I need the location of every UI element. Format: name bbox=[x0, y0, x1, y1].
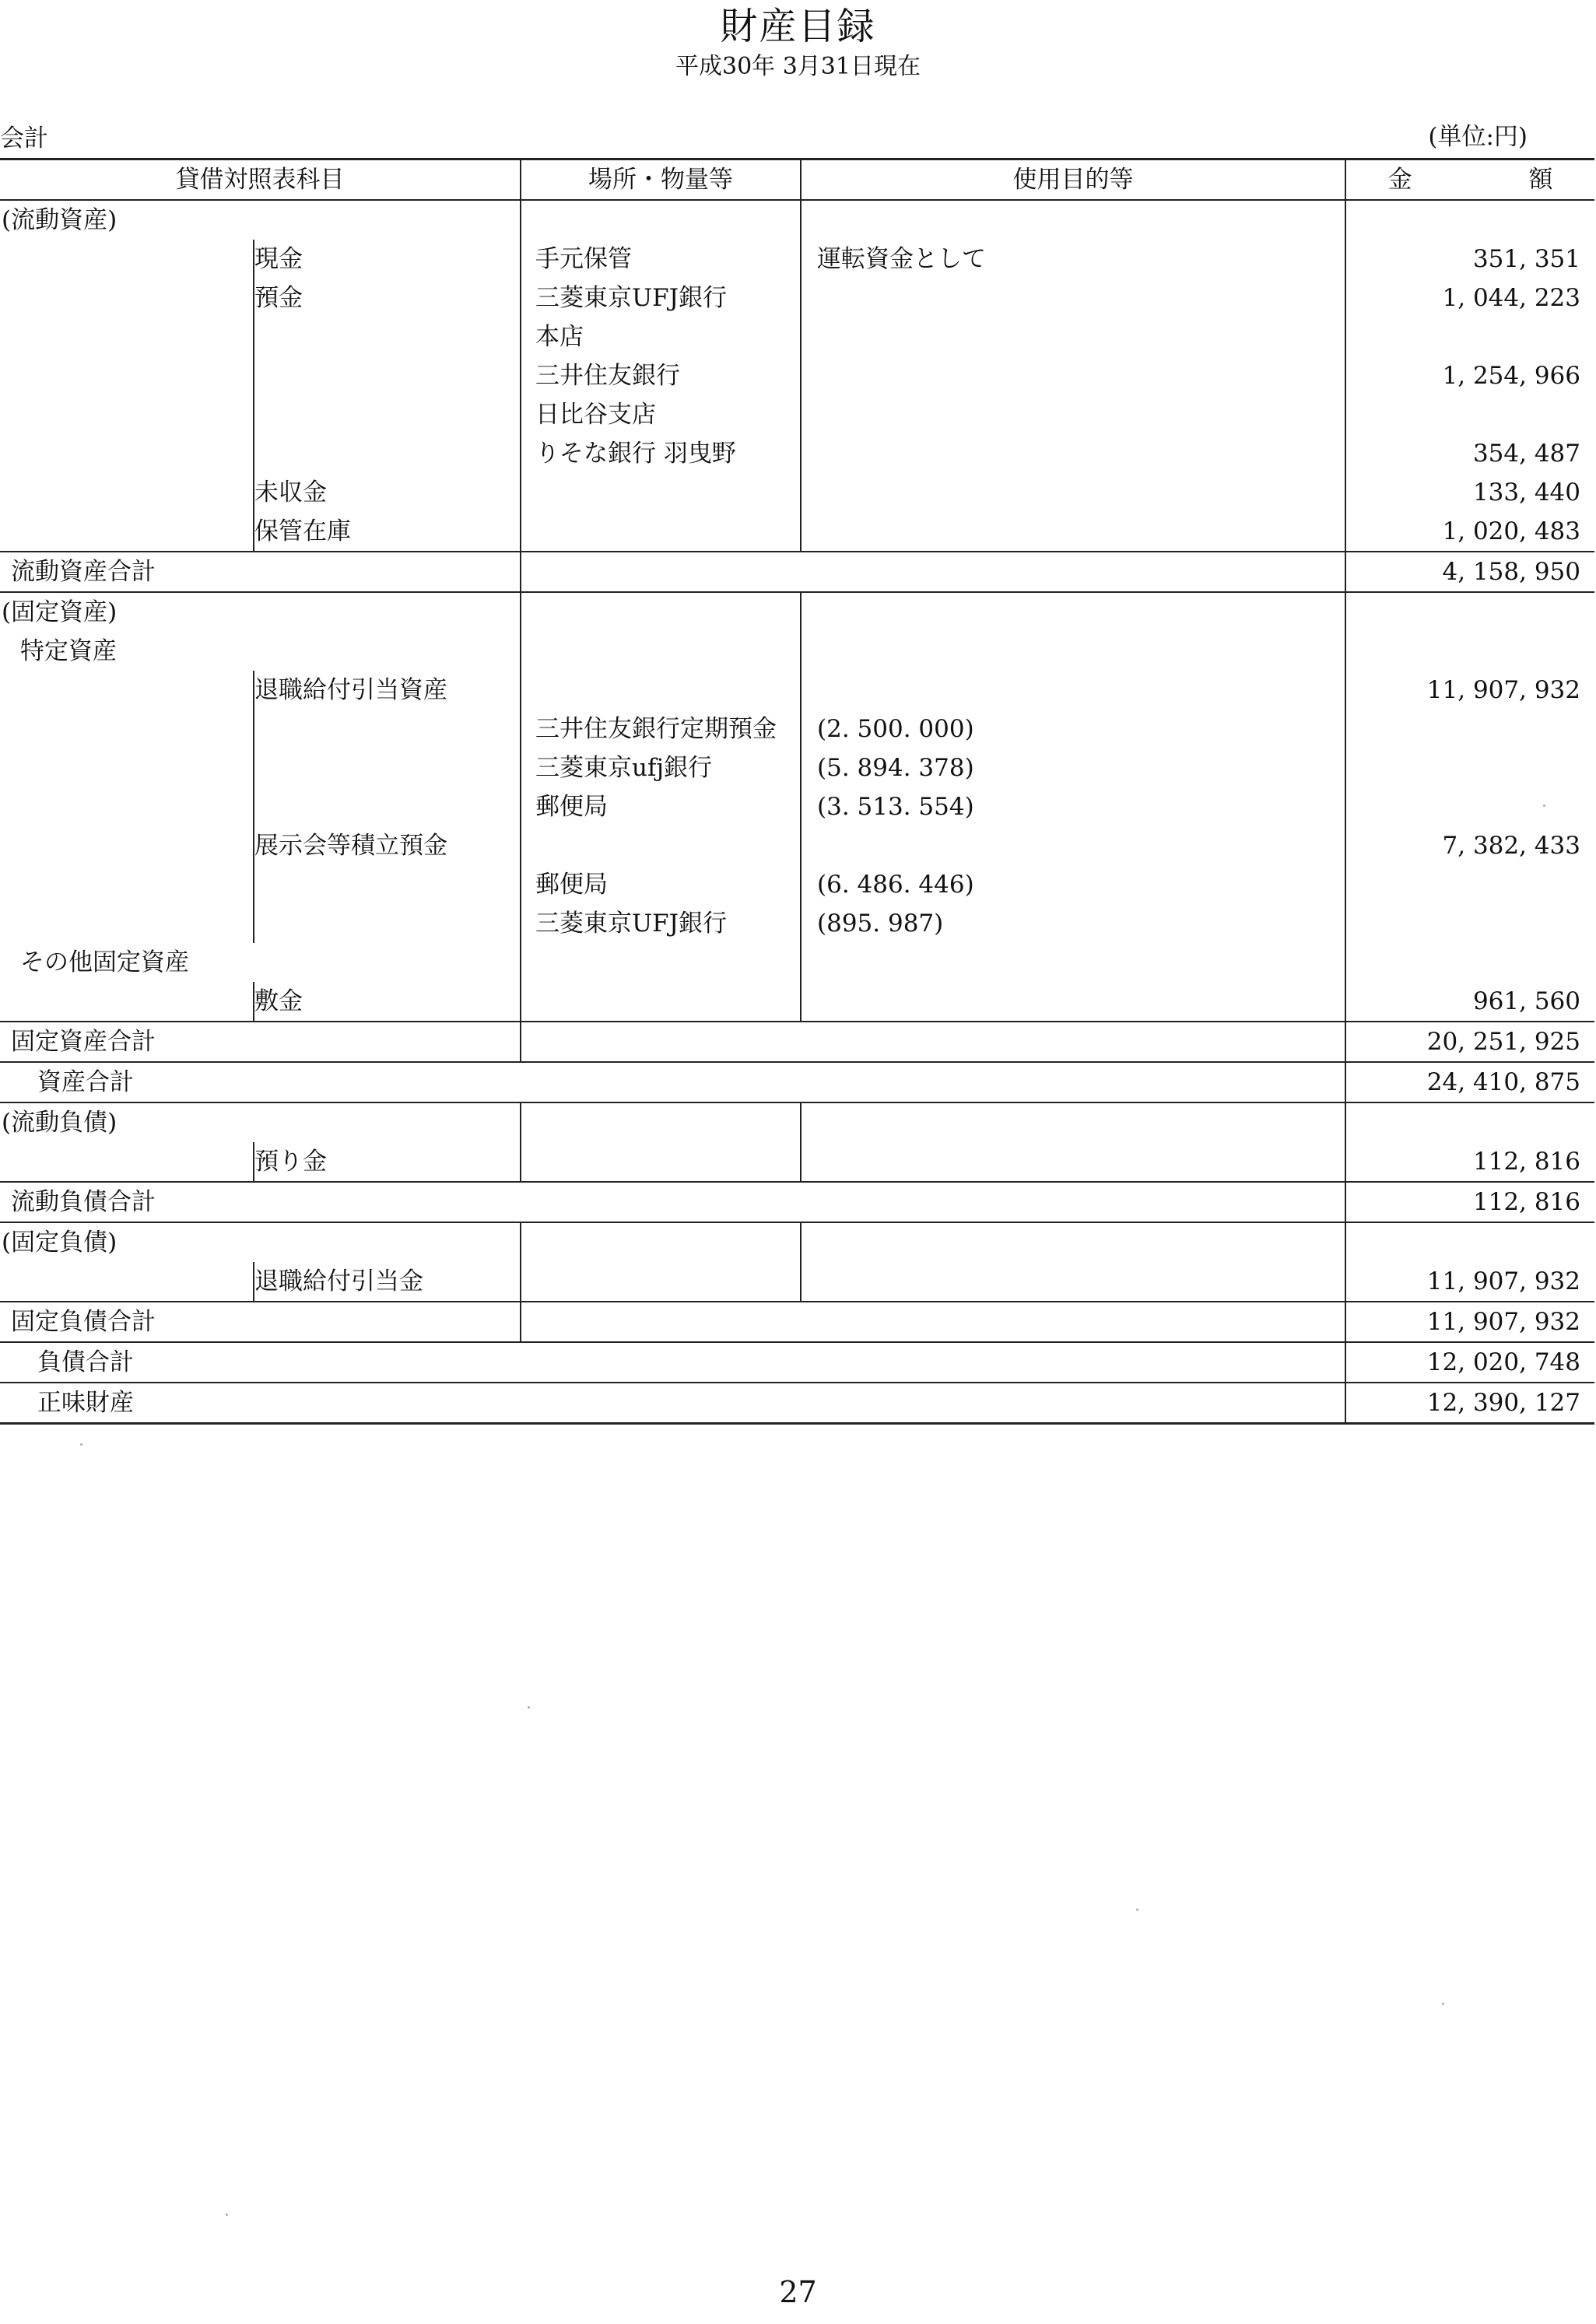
scan-speck bbox=[1136, 1909, 1138, 1911]
page-number: 27 bbox=[779, 2275, 817, 2309]
subtotal-amount: 20, 251, 925 bbox=[1345, 1022, 1594, 1062]
subtotal-row bbox=[0, 552, 1594, 592]
item-label: 未収金 bbox=[254, 473, 521, 512]
header-amount-right: 額 bbox=[1528, 166, 1553, 194]
table-row bbox=[0, 200, 1594, 240]
purpose-cell: (895. 987) bbox=[801, 904, 1345, 943]
table-row bbox=[0, 943, 1594, 982]
total-row bbox=[0, 1062, 1594, 1102]
amount-cell: 354, 487 bbox=[1472, 440, 1580, 468]
location-cell: 郵便局 bbox=[521, 787, 801, 826]
as-of-date: 平成30年 3月31日現在 bbox=[675, 53, 921, 80]
amount-cell: 7, 382, 433 bbox=[1442, 832, 1580, 860]
table-row bbox=[0, 279, 1594, 317]
location-cell: 三菱東京UFJ銀行 bbox=[521, 904, 801, 943]
table-row bbox=[0, 982, 1594, 1022]
document-title: 財産目録 bbox=[720, 5, 876, 48]
table-row bbox=[0, 826, 1594, 865]
subtotal-row bbox=[0, 1022, 1594, 1062]
header-account: 貸借対照表科目 bbox=[0, 159, 521, 201]
table-row bbox=[0, 1262, 1594, 1302]
accounting-scope: 会計 bbox=[0, 124, 48, 152]
subtotal-amount: 112, 816 bbox=[1345, 1182, 1594, 1222]
amount-cell: 1, 254, 966 bbox=[1442, 362, 1580, 390]
amount-cell: 1, 020, 483 bbox=[1442, 517, 1580, 545]
net-assets-amount: 12, 390, 127 bbox=[1345, 1383, 1594, 1424]
table-row bbox=[0, 865, 1594, 904]
table-row bbox=[0, 592, 1594, 632]
table-row bbox=[0, 395, 1594, 434]
amount-cell: 351, 351 bbox=[1472, 245, 1580, 273]
scan-speck bbox=[1543, 804, 1545, 807]
item-label: 預り金 bbox=[254, 1142, 521, 1182]
location-cell: 本店 bbox=[521, 317, 801, 356]
net-assets-label: 正味財産 bbox=[0, 1383, 1345, 1424]
item-label: 預金 bbox=[254, 279, 521, 317]
amount-cell: 133, 440 bbox=[1472, 478, 1580, 507]
unit-label: (単位:円) bbox=[1428, 123, 1528, 151]
location-cell: 郵便局 bbox=[521, 865, 801, 904]
table-row bbox=[0, 473, 1594, 512]
header-amount-left: 金 bbox=[1387, 166, 1412, 194]
item-label: 現金 bbox=[254, 240, 521, 279]
amount-cell: 112, 816 bbox=[1472, 1148, 1580, 1176]
location-cell: 日比谷支店 bbox=[521, 395, 801, 434]
location-cell: りそな銀行 羽曳野 bbox=[521, 434, 801, 473]
property-inventory-table bbox=[0, 158, 1594, 1425]
header-location: 場所・物量等 bbox=[521, 159, 801, 201]
purpose-cell: (6. 486. 446) bbox=[801, 865, 1345, 904]
scan-speck bbox=[1442, 2003, 1444, 2005]
total-label: 負債合計 bbox=[0, 1342, 1345, 1383]
subtotal-row bbox=[0, 1302, 1594, 1342]
total-label: 資産合計 bbox=[0, 1062, 1345, 1102]
section-label: (流動負債) bbox=[0, 1102, 254, 1142]
location-cell: 三井住友銀行定期預金 bbox=[521, 710, 801, 748]
subtotal-label: 流動負債合計 bbox=[0, 1182, 1345, 1222]
subsection-label: 特定資産 bbox=[20, 637, 117, 665]
item-label: 退職給付引当金 bbox=[254, 1262, 521, 1302]
subtotal-label: 固定資産合計 bbox=[0, 1022, 521, 1062]
purpose-cell: 運転資金として bbox=[801, 240, 1345, 279]
purpose-cell: (2. 500. 000) bbox=[801, 710, 1345, 748]
purpose-cell: (3. 513. 554) bbox=[801, 787, 1345, 826]
amount-cell: 11, 907, 932 bbox=[1426, 1267, 1580, 1295]
subtotal-amount: 11, 907, 932 bbox=[1345, 1302, 1594, 1342]
table-row bbox=[0, 434, 1594, 473]
amount-cell: 1, 044, 223 bbox=[1442, 284, 1580, 312]
subtotal-label: 固定負債合計 bbox=[0, 1302, 521, 1342]
item-label: 展示会等積立預金 bbox=[254, 826, 521, 865]
table-row bbox=[0, 1102, 1594, 1142]
table-row bbox=[0, 671, 1594, 710]
subtotal-label: 流動資産合計 bbox=[0, 552, 521, 592]
subsection-label: その他固定資産 bbox=[20, 948, 189, 976]
table-row bbox=[0, 748, 1594, 787]
location-cell: 手元保管 bbox=[521, 240, 801, 279]
scan-speck bbox=[80, 1443, 82, 1446]
scan-speck bbox=[528, 1706, 530, 1709]
item-label: 退職給付引当資産 bbox=[254, 671, 521, 710]
table-row bbox=[0, 1222, 1594, 1262]
table-row bbox=[0, 710, 1594, 748]
table-row bbox=[0, 1142, 1594, 1182]
item-label: 敷金 bbox=[254, 982, 521, 1022]
location-cell: 三菱東京ufj銀行 bbox=[521, 748, 801, 787]
item-label: 保管在庫 bbox=[254, 512, 521, 552]
total-amount: 12, 020, 748 bbox=[1345, 1342, 1594, 1383]
table-row bbox=[0, 512, 1594, 552]
section-label: (流動資産) bbox=[2, 206, 118, 234]
subtotal-amount: 4, 158, 950 bbox=[1345, 552, 1594, 592]
location-cell: 三井住友銀行 bbox=[521, 356, 801, 395]
table-row bbox=[0, 356, 1594, 395]
section-label: (固定資産) bbox=[0, 592, 254, 632]
total-row bbox=[0, 1342, 1594, 1383]
section-label: (固定負債) bbox=[0, 1222, 254, 1262]
subtotal-row bbox=[0, 1182, 1594, 1222]
amount-cell: 961, 560 bbox=[1472, 987, 1580, 1015]
table-row bbox=[0, 787, 1594, 826]
table-row bbox=[0, 632, 1594, 671]
amount-cell: 11, 907, 932 bbox=[1426, 676, 1580, 704]
table-row bbox=[0, 904, 1594, 943]
header-amount bbox=[1345, 159, 1594, 201]
location-cell: 三菱東京UFJ銀行 bbox=[521, 279, 801, 317]
scan-speck bbox=[226, 2214, 228, 2216]
total-amount: 24, 410, 875 bbox=[1345, 1062, 1594, 1102]
table-row bbox=[0, 317, 1594, 356]
table-row bbox=[0, 240, 1594, 279]
total-row bbox=[0, 1383, 1594, 1424]
table-header-row bbox=[0, 159, 1594, 201]
purpose-cell: (5. 894. 378) bbox=[801, 748, 1345, 787]
header-purpose: 使用目的等 bbox=[801, 159, 1345, 201]
